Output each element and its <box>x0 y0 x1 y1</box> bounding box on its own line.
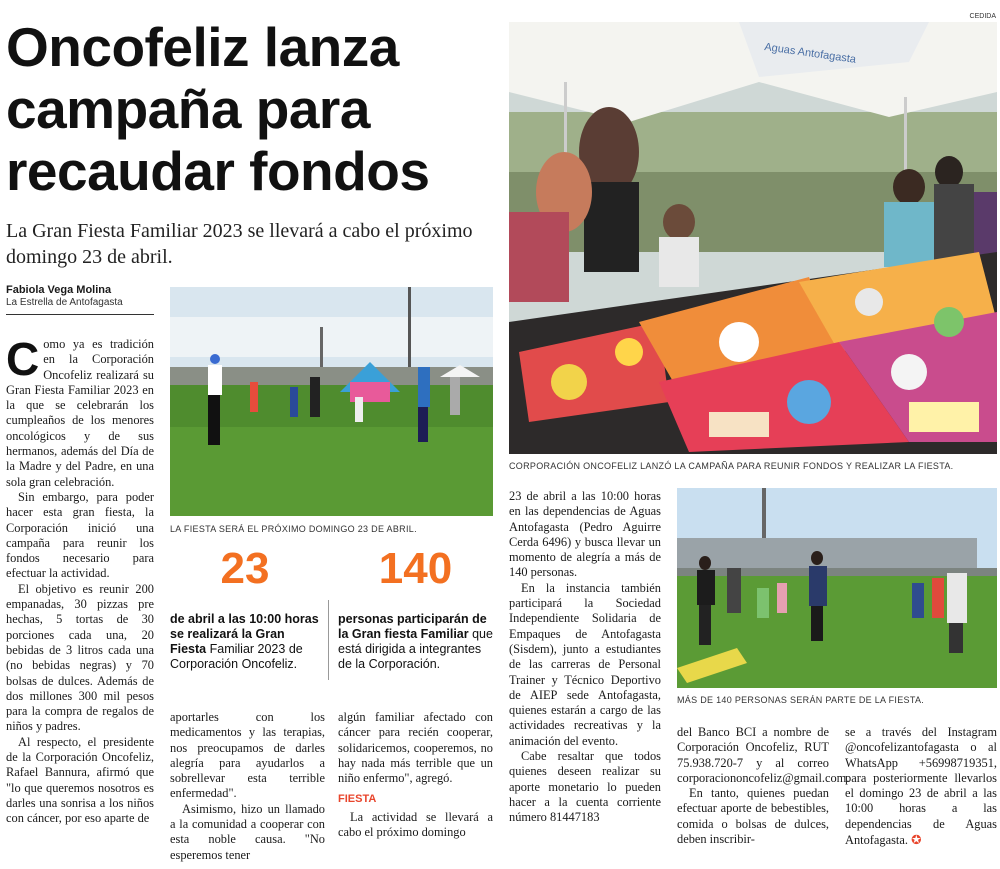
subhead: FIESTA <box>338 793 377 806</box>
fact-text <box>170 612 320 672</box>
byline-rule <box>6 314 154 315</box>
end-mark-icon: ✪ <box>911 832 922 848</box>
deck: La Gran Fiesta Familiar 2023 se llevará a cabo el próximo domingo 23 de abril. <box>6 220 473 268</box>
paragraph: Cabe resaltar que todos quienes deseen realizar su aporte monetario lo pueden hacer a la cuenta corriente número 81447183 <box>509 749 661 825</box>
paragraph: Asimismo, hizo un llamado a la comunidad a cooperar con esta noble causa. "No esperemos tener <box>170 801 325 862</box>
photo-main-image <box>509 22 997 454</box>
fact-rest: Familiar 2023 de Corporación Oncofeliz. <box>170 642 303 671</box>
photo-field-image <box>170 287 493 516</box>
paragraph: aportarles con los medicamentos y las terapias, nos preocupamos de darles alegría para ayudarlos a sobrellevar esta terrible enfermedad". <box>170 710 325 801</box>
fact-bold: de abril a las 10:00 horas se realizará la Gran Fiesta <box>170 612 319 656</box>
paragraph: 23 de abril a las 10:00 horas en las dependencias de Aguas Antofagasta (Pedro Aguirre Cerda 6496) y busca llevar un momento de alegría a más de 140 personas. <box>509 489 661 580</box>
paragraph: El objetivo es reunir 200 empanadas, 30 pizzas pre hechas, 5 tortas de 30 porciones cada una, 20 bebidas de 3 litros cada una (no bebidas negras) y 70 bolsas de dulces. Además de dos millones 300 mil pesos para la compra de regalos de niños y padres. <box>6 581 154 734</box>
paragraph: Como ya es tradición en la Corporación Oncofeliz realizará su Gran Fiesta Familiar 2023 en la que se celebrarán los cumpleaños de los menores oncológicos y de sus hermanos, además del Día de la Madre y del Padre, en una sola gran celebración. <box>6 333 154 489</box>
paragraph: Sin embargo, para poder hacer esta gran fiesta, la Corporación inició una campaña para reunir los fondos necesario para efectuar la actividad. <box>6 489 154 581</box>
photo-field <box>170 287 493 516</box>
caption-main: CORPORACIÓN ONCOFELIZ LANZÓ LA CAMPAÑA PARA REUNIR FONDOS Y REALIZAR LA FIESTA. <box>509 461 954 471</box>
photo-group-image <box>677 488 997 688</box>
article-column-2 <box>170 710 325 863</box>
headline <box>6 16 506 202</box>
article-column-1 <box>6 333 154 827</box>
tent-brand-text: Aguas Antofagasta <box>763 41 857 66</box>
paragraph: La actividad se llevará a cabo el próximo domingo <box>338 809 493 840</box>
article-column-5 <box>677 725 850 847</box>
headline-line: Oncofeliz lanza <box>6 16 399 78</box>
headline-line: recaudar fondos <box>6 140 430 202</box>
fact-text <box>338 612 493 672</box>
paragraph: En tanto, quienes puedan efectuar aporte de bebestibles, comida o bolsas de dulces, deben inscribir- <box>677 786 829 847</box>
caption-group: MÁS DE 140 PERSONAS SERÁN PARTE DE LA FIESTA. <box>677 695 925 705</box>
paragraph: del Banco BCI a nombre de Corporación Oncofeliz, RUT 75.938.720-7 y al correo corporaciononcofeliz@gmail.com. <box>677 725 850 785</box>
paragraph: algún familiar afectado con cáncer para recién cooperar, solidaricemos, cooperemos, no hay nada más terrible que un niño enfermo", agregó. <box>338 710 493 786</box>
article-column-4 <box>509 489 661 826</box>
fact-bold: personas participarán de la Gran fiesta Familiar <box>338 612 487 641</box>
fact-number: 140 <box>378 544 453 593</box>
headline-line: campaña para <box>6 78 370 140</box>
article-column-6 <box>845 725 997 848</box>
fact-number: 23 <box>220 544 270 593</box>
photo-main <box>509 22 997 454</box>
paragraph: Al respecto, el presidente de la Corporación Oncofeliz, Rafael Bannura, afirmó que "lo que queremos nosotros es darles una sonrisa a los niños con cáncer, por eso aparte de <box>6 734 154 826</box>
byline-name: Fabiola Vega Molina <box>6 284 112 296</box>
photo-group <box>677 488 997 688</box>
caption-field: LA FIESTA SERÁ EL PRÓXIMO DOMINGO 23 DE ABRIL. <box>170 524 417 534</box>
drop-cap: C <box>6 333 40 385</box>
fact-divider <box>328 600 329 680</box>
paragraph: se a través del Instagram @oncofelizantofagasta o al WhatsApp +56998719351, para posteriormente llevarlos el domingo 23 de abril a las 10:00 horas a las dependencias de Aguas Antofagasta. ✪ <box>845 725 997 848</box>
photo-credit: CEDIDA <box>969 13 996 20</box>
paragraph: En la instancia también participará la Sociedad Independiente Solidaria de Empaques de Antofagasta (Sisdem), junto a estudiantes de las carreras de Personal Trainer y Técnico Deportivo de AIEP sede Antofagasta, quienes estarán a cargo de las actividades recreativas y la animación del evento. <box>509 580 661 748</box>
fact-rest: que está dirigida a integrantes de la Corporación. <box>338 627 493 671</box>
byline-source: La Estrella de Antofagasta <box>6 297 123 308</box>
article-column-3 <box>338 710 493 840</box>
